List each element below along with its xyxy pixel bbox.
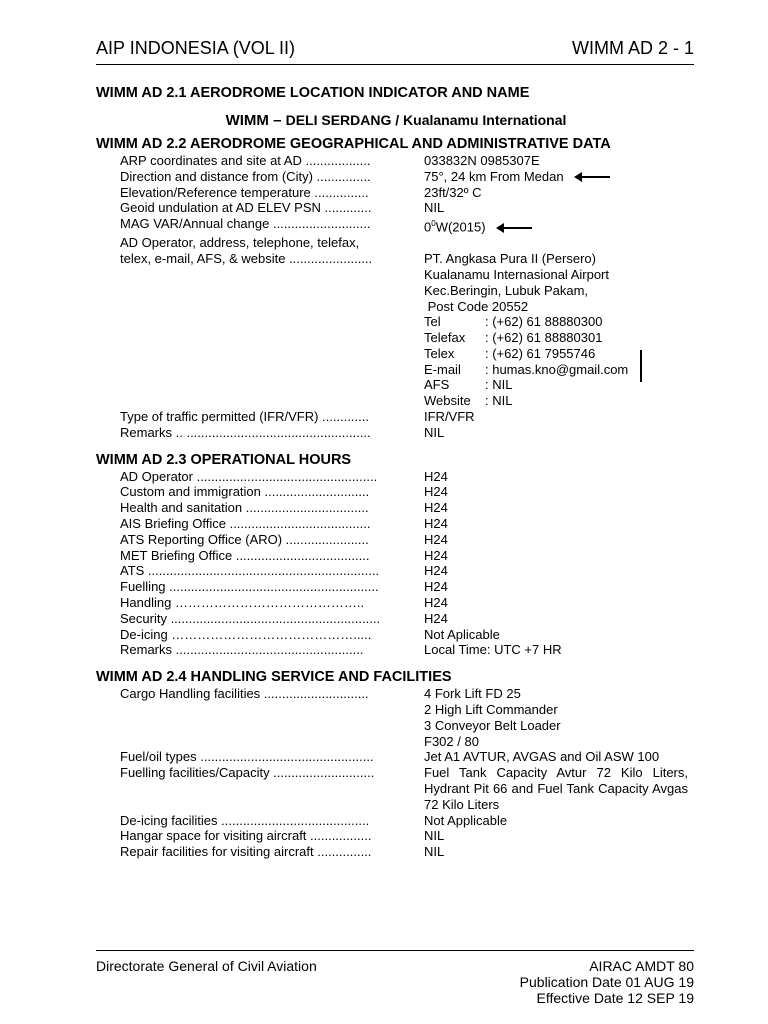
change-bar <box>640 350 642 382</box>
row-label: MET Briefing Office ..................................... <box>120 547 370 563</box>
contact-row <box>120 346 696 362</box>
contact-value: : NIL <box>485 393 513 409</box>
row-label <box>120 718 424 734</box>
contact-value: : NIL <box>485 377 513 393</box>
data-row <box>120 595 696 611</box>
footer-amendment-info <box>520 958 694 1006</box>
row-label: Custom and immigration ............................. <box>120 484 370 500</box>
row-label: Direction and distance from (City) ............... <box>120 168 371 184</box>
data-row <box>120 734 696 750</box>
row-label: AD Operator, address, telephone, telefax, <box>120 235 360 251</box>
data-row <box>120 425 696 441</box>
row-label <box>120 734 424 750</box>
contact-row <box>120 314 696 330</box>
contact-key: Telefax <box>424 330 466 346</box>
contact-row <box>120 393 696 409</box>
row-label: telex, e-mail, AFS, & website ....................... <box>120 251 373 267</box>
contact-value: : (+62) 61 88880301 <box>485 330 603 346</box>
data-row <box>120 484 696 500</box>
row-label <box>120 377 424 393</box>
row-value: Not Applicable <box>424 812 508 828</box>
row-label: Repair facilities for visiting aircraft ............... <box>120 844 372 860</box>
data-row <box>120 500 696 516</box>
row-label: ATS Reporting Office (ARO) ....................... <box>120 531 369 547</box>
row-value: 033832N 0985307E <box>424 153 540 168</box>
data-row <box>120 718 696 734</box>
row-label: Security .......................................................... <box>120 610 381 626</box>
row-label: Remarks .. ................................................... <box>120 424 371 440</box>
data-row <box>120 267 696 283</box>
row-label <box>120 362 424 378</box>
row-label: ARP coordinates and site at AD .................. <box>120 153 371 168</box>
row-value <box>424 216 696 235</box>
header-title-left: AIP INDONESIA (VOL II) <box>96 38 296 58</box>
row-value <box>424 377 696 393</box>
contact-key: Telex <box>424 345 455 361</box>
row-label <box>120 283 424 299</box>
data-row <box>120 548 696 564</box>
data-row <box>120 702 696 718</box>
row-value: PT. Angkasa Pura II (Persero) <box>424 251 596 267</box>
header-divider <box>96 64 694 65</box>
row-value: 4 Fork Lift FD 25 <box>424 686 521 702</box>
row-label: Health and sanitation .................................. <box>120 500 369 516</box>
row-label <box>120 267 424 283</box>
data-row <box>120 153 696 169</box>
data-row <box>120 251 696 267</box>
row-label <box>120 346 424 362</box>
data-row <box>120 611 696 627</box>
contact-key: Website <box>424 393 471 409</box>
row-value <box>424 330 696 346</box>
data-row <box>120 532 696 548</box>
row-label: Fuelling facilities/Capacity ............................ <box>120 765 375 781</box>
operator-address-line: Post Code 20552 <box>424 298 529 314</box>
row-value: NIL <box>424 828 445 844</box>
data-row <box>120 828 696 844</box>
data-row <box>120 216 696 235</box>
row-value <box>424 235 696 251</box>
contact-value: : humas.kno@gmail.com <box>485 361 629 377</box>
row-label: Remarks .................................................... <box>120 642 364 658</box>
footer-divider <box>96 950 694 951</box>
data-row <box>120 563 696 579</box>
row-value: NIL <box>424 200 445 216</box>
row-value: Jet A1 AVTUR, AVGAS and Oil ASW 100 <box>424 749 660 765</box>
row-label <box>120 330 424 346</box>
aerodrome-name: DELI SERDANG / Kualanamu International <box>285 112 567 128</box>
data-row <box>120 299 696 315</box>
row-label: Type of traffic permitted (IFR/VFR) ............. <box>120 409 369 425</box>
row-label: Hangar space for visiting aircraft ................. <box>120 828 372 844</box>
row-value: H24 <box>424 484 448 500</box>
row-value: H24 <box>424 595 448 611</box>
contact-value: : (+62) 61 88880300 <box>485 314 603 330</box>
row-label: Fuel/oil types ................................................ <box>120 749 374 765</box>
contact-key: E-mail <box>424 361 461 377</box>
data-row <box>120 749 696 765</box>
row-value <box>424 346 696 362</box>
row-label <box>120 702 424 718</box>
data-row <box>120 642 696 658</box>
data-row <box>120 409 696 425</box>
data-row <box>120 169 696 185</box>
section-heading-ad22: WIMM AD 2.2 AERODROME GEOGRAPHICAL AND ADMINISTRATIVE DATA <box>96 136 611 152</box>
data-row <box>120 844 696 860</box>
data-row <box>120 765 696 812</box>
row-value: 3 Conveyor Belt Loader <box>424 717 561 733</box>
row-label: AD Operator .................................................. <box>120 468 378 484</box>
row-label <box>120 299 424 315</box>
data-row <box>120 235 696 251</box>
contact-value: : (+62) 61 7955746 <box>485 345 596 361</box>
data-row <box>120 200 696 216</box>
row-value: NIL <box>424 844 445 860</box>
row-label: ATS ................................................................ <box>120 563 380 579</box>
section-heading-ad23: WIMM AD 2.3 OPERATIONAL HOURS <box>96 451 352 468</box>
data-row <box>120 627 696 643</box>
row-value: H24 <box>424 563 448 579</box>
footer-publication-date: Publication Date 01 AUG 19 <box>519 974 694 990</box>
header-page-number: WIMM AD 2 - 1 <box>571 38 694 58</box>
row-value: F302 / 80 <box>424 733 479 749</box>
row-value: H24 <box>424 516 448 532</box>
row-value: H24 <box>424 547 448 563</box>
contact-key: Tel <box>424 314 441 330</box>
row-value: 23ft/32º C <box>424 184 482 200</box>
row-label: De-icing ……………………………………..... <box>120 626 372 642</box>
row-label: Cargo Handling facilities ............................. <box>120 686 369 702</box>
row-label: Elevation/Reference temperature ............... <box>120 184 369 200</box>
row-value: Local Time: UTC +7 HR <box>424 642 562 658</box>
operator-address-line: Kec.Beringin, Lubuk Pakam, <box>424 282 589 298</box>
footer-effective-date: Effective Date 12 SEP 19 <box>536 990 694 1006</box>
name-dash: – <box>268 112 286 129</box>
row-value: H24 <box>424 500 448 516</box>
row-value: NIL <box>424 424 445 440</box>
document-body <box>96 84 696 860</box>
contact-key: AFS <box>424 377 450 393</box>
row-label: Handling …………………………………….. <box>120 595 365 611</box>
contact-row <box>120 362 696 378</box>
row-value: H24 <box>424 579 448 595</box>
footer-amdt: AIRAC AMDT 80 <box>589 958 694 974</box>
aerodrome-name-line <box>96 110 696 131</box>
data-row <box>120 686 696 702</box>
row-value: IFR/VFR <box>424 409 475 425</box>
mag-var-direction: W(2015) <box>435 219 486 235</box>
row-value: Fuel Tank Capacity Avtur 72 Kilo Liters, Hydrant Pit 66 and Fuel Tank Capacity Avgas 72 Kilo Liters <box>424 765 688 812</box>
data-row <box>120 185 696 201</box>
row-value <box>424 362 696 378</box>
row-value: H24 <box>424 468 448 484</box>
footer-publisher: Directorate General of Civil Aviation <box>96 958 317 974</box>
row-value: H24 <box>424 531 448 547</box>
row-value: H24 <box>424 610 448 626</box>
row-value <box>424 314 696 330</box>
row-label: Fuelling .......................................................... <box>120 579 379 595</box>
row-label: AIS Briefing Office ....................................... <box>120 516 371 532</box>
operator-address-line: Kualanamu Internasional Airport <box>424 266 610 282</box>
row-value <box>424 393 696 409</box>
contact-row <box>120 330 696 346</box>
contact-row <box>120 377 696 393</box>
arrow-left-icon <box>574 172 610 182</box>
mag-var-superscript: 0 <box>431 219 436 229</box>
row-value: 2 High Lift Commander <box>424 702 558 718</box>
section-heading-ad21: WIMM AD 2.1 AERODROME LOCATION INDICATOR AND NAME <box>96 85 530 101</box>
row-value <box>424 169 696 185</box>
row-label: De-icing facilities ......................................... <box>120 812 370 828</box>
data-row <box>120 516 696 532</box>
data-row <box>120 579 696 595</box>
direction-distance-value: 75°, 24 km From Medan <box>424 168 564 184</box>
arrow-left-icon <box>496 223 532 233</box>
data-row <box>120 283 696 299</box>
data-row <box>120 813 696 829</box>
mag-var-degrees: 0 <box>424 219 432 235</box>
row-label <box>120 314 424 330</box>
section-heading-ad24: WIMM AD 2.4 HANDLING SERVICE AND FACILITIES <box>96 669 452 686</box>
row-label: Geoid undulation at AD ELEV PSN ............. <box>120 200 372 216</box>
row-value: Not Aplicable <box>424 626 500 642</box>
row-label <box>120 393 424 409</box>
location-indicator: WIMM <box>225 112 269 129</box>
data-row <box>120 469 696 485</box>
row-label: MAG VAR/Annual change ........................... <box>120 216 371 232</box>
